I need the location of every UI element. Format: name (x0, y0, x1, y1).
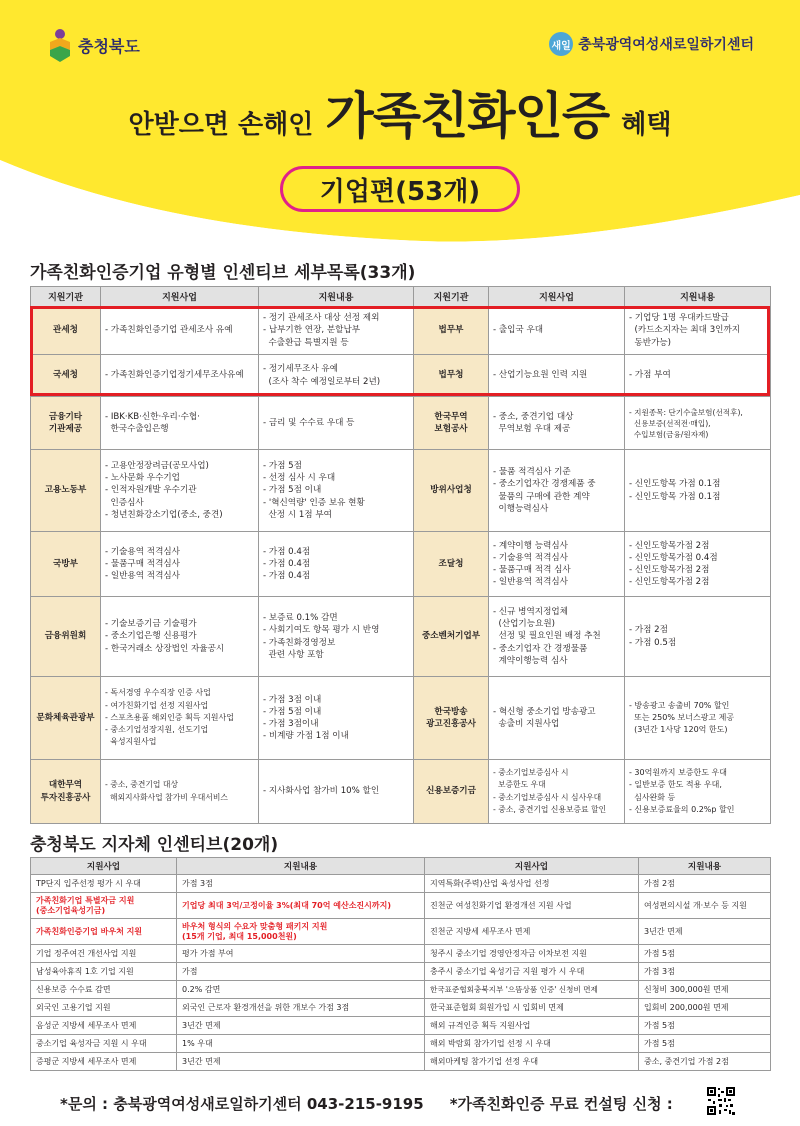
content-cell: 중소, 중견기업 가점 2점 (639, 1053, 771, 1071)
program-cell: - 계약이행 능력심사 - 기술용역 적격심사 - 물품구매 적격 심사 - 일반용역 적격심사 (489, 532, 625, 597)
content-cell: 3년간 면제 (177, 1017, 425, 1035)
table-row (31, 597, 771, 677)
header-cell: 지원내용 (625, 287, 771, 307)
header-cell: 지원기관 (31, 287, 101, 307)
org-cell: 한국방송 광고진흥공사 (414, 677, 489, 760)
org-cell: 국세청 (31, 355, 101, 397)
org-cell: 국방부 (31, 532, 101, 597)
hero-banner (0, 0, 800, 250)
content-cell: 바우처 형식의 수요자 맞춤형 패키지 지원 (15개 기업, 최대 15,000천원) (177, 919, 425, 945)
content-cell: - 지원종목: 단기수출보험(선적후), 신용보증(선적전·매입), 수입보험(금융/원자재) (625, 397, 771, 450)
footer (60, 1093, 673, 1114)
program-cell: 해외 규격인증 획득 지원사업 (425, 1017, 639, 1035)
table-row (31, 945, 771, 963)
header-cell: 지원사업 (425, 858, 639, 875)
table-row (31, 677, 771, 760)
org-cell: 법무부 (414, 307, 489, 355)
content-cell: - 신인도항목 가점 0.1점 - 신인도항목 가점 0.1점 (625, 450, 771, 532)
program-cell: 지역특화(주력)산업 육성사업 선정 (425, 875, 639, 893)
chungbuk-logo-text: 충청북도 (78, 36, 140, 56)
program-cell: 신용보증 수수료 감면 (31, 981, 177, 999)
program-cell: - 독서경영 우수직장 인증 사업 - 여가친화기업 선정 지원사업 - 스포츠용품 해외인증 획득 지원사업 - 중소기업성장지원, 선도기업 육성지원사업 (101, 677, 259, 760)
program-cell: - 출입국 우대 (489, 307, 625, 355)
table-header-row (31, 858, 771, 875)
org-cell: 법무청 (414, 355, 489, 397)
chungbuk-logo (48, 28, 140, 62)
program-cell: - 가족친화인증기업정기세무조사유예 (101, 355, 259, 397)
program-cell: - IBK·KB·신한·우리·수협· 한국수출입은행 (101, 397, 259, 450)
program-cell: 음성군 지방세 세무조사 면제 (31, 1017, 177, 1035)
content-cell: 가점 5점 (639, 945, 771, 963)
content-cell: - 보증료 0.1% 감면 - 사회기여도 항목 평가 시 반영 - 가족친화경영정보 관련 사항 포함 (259, 597, 414, 677)
saeil-center-logo (549, 32, 754, 56)
table-row (31, 1017, 771, 1035)
org-cell: 신용보증기금 (414, 760, 489, 824)
content-cell: 평가 가점 부여 (177, 945, 425, 963)
content-cell: 신청비 300,000원 면제 (639, 981, 771, 999)
table-row (31, 760, 771, 824)
table-row (31, 397, 771, 450)
content-cell: - 가점 2점 - 가점 0.5점 (625, 597, 771, 677)
content-cell: - 정기 관세조사 대상 선정 제외 - 납부기한 연장, 분할납부 수출환급 특별지원 등 (259, 307, 414, 355)
content-cell: - 가점 부여 (625, 355, 771, 397)
program-cell: 가족친화인증기업 바우처 지원 (31, 919, 177, 945)
org-cell: 방위사업청 (414, 450, 489, 532)
program-cell: 증평군 지방세 세무조사 면제 (31, 1053, 177, 1071)
content-cell: - 30억원까지 보증한도 우대 - 일반보증 한도 적용 우대, 심사완화 등 - 신용보증료율의 0.2%p 할인 (625, 760, 771, 824)
program-cell: 가족친화기업 특별자금 지원 (중소기업육성기금) (31, 893, 177, 919)
headline (0, 76, 800, 148)
program-cell: - 혁신형 중소기업 방송광고 송출비 지원사업 (489, 677, 625, 760)
org-cell: 관세청 (31, 307, 101, 355)
table-row (31, 919, 771, 945)
header-cell: 지원내용 (259, 287, 414, 307)
table-header-row (31, 287, 771, 307)
content-cell: - 가점 5점 - 선정 심사 시 우대 - 가점 5점 이내 - '혁신역량' 인증 보유 현황 산정 시 1점 부여 (259, 450, 414, 532)
header-cell: 지원사업 (31, 858, 177, 875)
table-row (31, 981, 771, 999)
program-cell: 해외마케팅 참가기업 선정 우대 (425, 1053, 639, 1071)
program-cell: 해외 박람회 참가기업 선정 시 우대 (425, 1035, 639, 1053)
program-cell: - 중소기업보증심사 시 보증한도 우대 - 중소기업보증심사 시 심사우대 - 중소, 중견기업 신용보증료 할인 (489, 760, 625, 824)
content-cell: 여성편의시설 개·보수 등 지원 (639, 893, 771, 919)
content-cell: 가점 2점 (639, 875, 771, 893)
program-cell: - 물품 적격심사 기준 - 중소기업자간 경쟁제품 중 물품의 구매에 관한 계약 이행능력심사 (489, 450, 625, 532)
content-cell: 입회비 200,000원 면제 (639, 999, 771, 1017)
headline-prefix: 안받으면 손해인 (128, 110, 314, 140)
program-cell: - 가족친화인증기업 관세조사 유예 (101, 307, 259, 355)
program-cell: 청주시 중소기업 경영안정자금 이차보전 지원 (425, 945, 639, 963)
header-cell: 지원내용 (639, 858, 771, 875)
table-row (31, 963, 771, 981)
program-cell: 기업 정주여건 개선사업 지원 (31, 945, 177, 963)
header-cell: 지원사업 (489, 287, 625, 307)
headline-suffix: 혜택 (621, 110, 672, 140)
contact-info: *문의 : 충북광역여성새로일하기센터 043-215-9195 (60, 1095, 424, 1113)
headline-main: 가족친화인증 (325, 87, 610, 145)
table-row (31, 307, 771, 355)
saeil-badge-icon: 새일 (549, 32, 573, 56)
table-row (31, 893, 771, 919)
edition-subtitle: 기업편(53개) (280, 166, 520, 212)
program-cell: - 중소, 중견기업 대상 무역보험 우대 제공 (489, 397, 625, 450)
program-cell: 충주시 중소기업 육성기금 지원 평가 시 우대 (425, 963, 639, 981)
org-cell: 금융기타 기관제공 (31, 397, 101, 450)
table-row (31, 1035, 771, 1053)
org-cell: 문화체육관광부 (31, 677, 101, 760)
content-cell: - 방송광고 송출비 70% 할인 또는 250% 보너스광고 제공 (3년간 1사당 120억 한도) (625, 677, 771, 760)
table-row (31, 450, 771, 532)
content-cell: - 지사화사업 참가비 10% 할인 (259, 760, 414, 824)
content-cell: 가점 3점 (639, 963, 771, 981)
content-cell: - 기업당 1명 우대카드발급 (카드소지자는 최대 3인까지 동반가능) (625, 307, 771, 355)
program-cell: - 기술보증기금 기술평가 - 중소기업은행 신용평가 - 한국거래소 상장법인 자율공시 (101, 597, 259, 677)
org-cell: 금융위원회 (31, 597, 101, 677)
section2-title: 충청북도 지자체 인센티브(20개) (30, 835, 279, 855)
saeil-center-name: 충북광역여성새로일하기센터 (578, 37, 754, 53)
content-cell: 외국인 근로자 환경개선을 위한 개보수 가점 3점 (177, 999, 425, 1017)
org-cell: 대한무역 투자진흥공사 (31, 760, 101, 824)
program-cell: 진천군 지방세 세무조사 면제 (425, 919, 639, 945)
program-cell: 중소기업 육성자금 지원 시 우대 (31, 1035, 177, 1053)
table-row (31, 999, 771, 1017)
content-cell: 0.2% 감면 (177, 981, 425, 999)
content-cell: 가점 5점 (639, 1017, 771, 1035)
org-cell: 고용노동부 (31, 450, 101, 532)
content-cell: - 금리 및 수수료 우대 등 (259, 397, 414, 450)
content-cell: - 신인도항목가점 2점 - 신인도항목가점 0.4점 - 신인도항목가점 2점 - 신인도항목가점 2점 (625, 532, 771, 597)
header-cell: 지원기관 (414, 287, 489, 307)
content-cell: 가점 5점 (639, 1035, 771, 1053)
header-cell: 지원내용 (177, 858, 425, 875)
content-cell: - 정기세무조사 유예 (조사 착수 예정일로부터 2년) (259, 355, 414, 397)
org-cell: 중소벤처기업부 (414, 597, 489, 677)
content-cell: 1% 우대 (177, 1035, 425, 1053)
chungbuk-emblem-icon (48, 28, 72, 62)
program-cell: - 산업기능요원 인력 지원 (489, 355, 625, 397)
table-row (31, 355, 771, 397)
org-cell: 조달청 (414, 532, 489, 597)
qr-code-icon[interactable] (706, 1086, 736, 1116)
content-cell: 기업당 최대 3억/고정이율 3%(최대 70억 예산소진시까지) (177, 893, 425, 919)
local-incentive-table (30, 857, 771, 1071)
table-row (31, 1053, 771, 1071)
program-cell: 한국표준협회 회원가입 시 입회비 면제 (425, 999, 639, 1017)
header-cell: 지원사업 (101, 287, 259, 307)
program-cell: - 중소, 중견기업 대상 해외지사화사업 참가비 우대서비스 (101, 760, 259, 824)
program-cell: 남성육아휴직 1호 기업 지원 (31, 963, 177, 981)
content-cell: 3년간 면제 (177, 1053, 425, 1071)
table-row (31, 532, 771, 597)
content-cell: 가점 (177, 963, 425, 981)
content-cell: - 가점 0.4점 - 가점 0.4점 - 가점 0.4점 (259, 532, 414, 597)
content-cell: - 가점 3점 이내 - 가점 5점 이내 - 가점 3점이내 - 비계량 가점 1점 이내 (259, 677, 414, 760)
content-cell: 3년간 면제 (639, 919, 771, 945)
program-cell: - 기술용역 적격심사 - 물품구매 적격심사 - 일반용역 적격심사 (101, 532, 259, 597)
program-cell: 외국인 고용기업 지원 (31, 999, 177, 1017)
org-cell: 한국무역 보험공사 (414, 397, 489, 450)
incentive-table (30, 286, 771, 824)
program-cell: 진천군 여성친화기업 환경개선 지원 사업 (425, 893, 639, 919)
section1-title: 가족친화인증기업 유형별 인센티브 세부목록(33개) (30, 263, 416, 283)
consult-info: *가족친화인증 무료 컨설팅 신청 : (449, 1095, 673, 1113)
content-cell: 가점 3점 (177, 875, 425, 893)
program-cell: TP단지 입주선정 평가 시 우대 (31, 875, 177, 893)
program-cell: - 신규 병역지정업체 (산업기능요원) 선정 및 필요인원 배정 추천 - 중소기업자 간 경쟁물품 계약이행능력 심사 (489, 597, 625, 677)
program-cell: 한국표준협회충북지부 '으뜸상품 인증' 신청비 면제 (425, 981, 639, 999)
program-cell: - 고용안정장려금(공모사업) - 노사문화 우수기업 - 인적자원개발 우수기관 인증심사 - 청년친화강소기업(중소, 중견) (101, 450, 259, 532)
table-row (31, 875, 771, 893)
